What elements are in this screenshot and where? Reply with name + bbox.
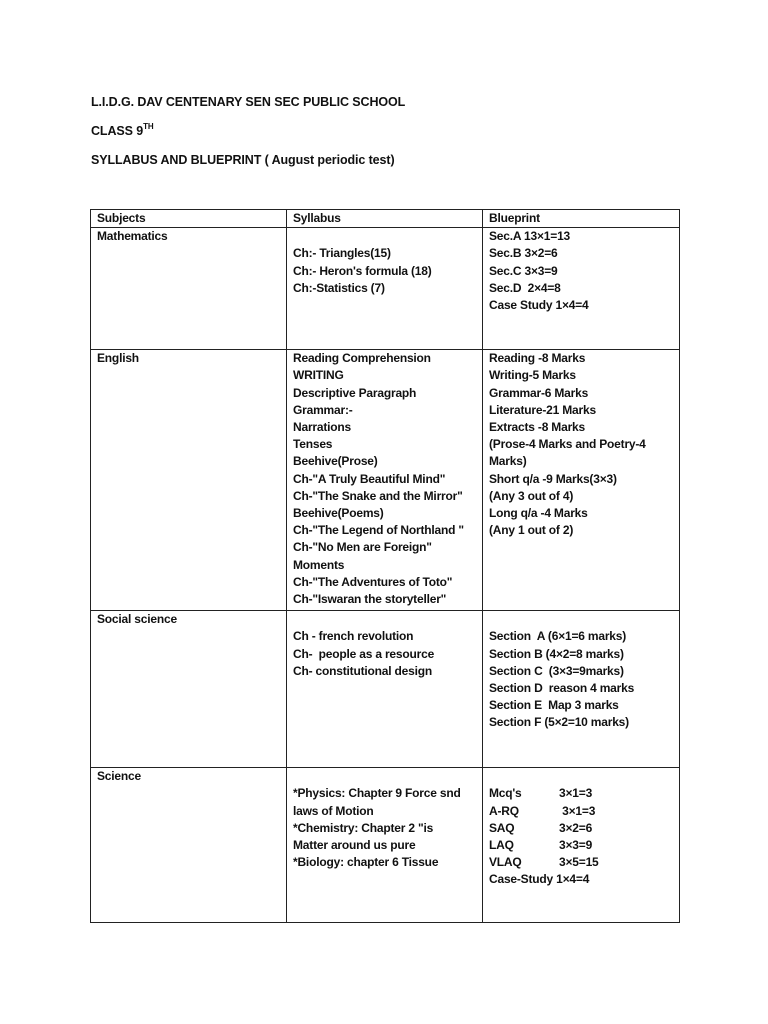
syllabus-item: Ch - french revolution xyxy=(293,629,414,644)
blueprint-item: Short q/a -9 Marks(3×3) xyxy=(489,471,617,486)
blueprint-item: Extracts -8 Marks xyxy=(489,420,585,435)
question-type: LAQ xyxy=(489,838,514,852)
blueprint-item: Sec.C 3×3=9 xyxy=(489,263,558,278)
blueprint-item: Section D reason 4 marks xyxy=(489,681,635,695)
syllabus-item: Beehive(Prose) xyxy=(293,454,378,469)
table-row-social-science xyxy=(91,611,680,768)
blueprint-item xyxy=(489,854,679,871)
syllabus-item: *Physics: Chapter 9 Force snd xyxy=(293,786,461,801)
blueprint-item: Sec.A 13×1=13 xyxy=(489,229,571,244)
syllabus-item: Ch-"Iswaran the storyteller" xyxy=(293,592,447,607)
column-header-subjects: Subjects xyxy=(91,210,287,228)
blueprint-item: Reading -8 Marks xyxy=(489,351,586,366)
syllabus-item: Moments xyxy=(293,557,345,572)
subject-name: English xyxy=(97,351,139,366)
syllabus-cell xyxy=(287,611,483,768)
blueprint-item: (Any 3 out of 4) xyxy=(489,488,574,503)
syllabus-item: Tenses xyxy=(293,437,333,452)
syllabus-item: laws of Motion xyxy=(293,803,374,818)
blueprint-item xyxy=(489,837,679,854)
class-heading xyxy=(91,124,154,138)
blueprint-item: Long q/a -4 Marks xyxy=(489,506,588,521)
blueprint-item: Section E Map 3 marks xyxy=(489,698,619,713)
syllabus-item: *Chemistry: Chapter 2 "is xyxy=(293,820,434,835)
class-suffix: TH xyxy=(143,122,154,131)
table-header-row xyxy=(91,210,680,228)
subject-cell xyxy=(91,768,287,923)
syllabus-item: Ch:-Statistics (7) xyxy=(293,280,385,295)
syllabus-item: Ch- people as a resource xyxy=(293,646,435,661)
subject-cell xyxy=(91,350,287,611)
blueprint-item: Writing-5 Marks xyxy=(489,368,576,383)
question-type: Mcq's xyxy=(489,786,522,801)
subject-cell xyxy=(91,228,287,350)
syllabus-item: *Biology: chapter 6 Tissue xyxy=(293,855,439,870)
class-label: CLASS 9 xyxy=(91,124,144,138)
blueprint-item xyxy=(489,803,679,820)
syllabus-item: Ch- constitutional design xyxy=(293,663,432,678)
syllabus-item: Descriptive Paragraph xyxy=(293,385,417,400)
table-row-english xyxy=(91,350,680,611)
blueprint-item: (Prose-4 Marks and Poetry-4 xyxy=(489,437,646,452)
marks-calc: 3×3=9 xyxy=(559,838,593,852)
syllabus-item: Ch:- Heron's formula (18) xyxy=(293,263,432,278)
syllabus-item: Ch-"No Men are Foreign" xyxy=(293,540,432,555)
marks-calc: 3×1=3 xyxy=(559,803,596,818)
syllabus-item: Ch-"A Truly Beautiful Mind" xyxy=(293,471,446,486)
exam-title: SYLLABUS AND BLUEPRINT ( August periodic test) xyxy=(91,153,395,167)
blueprint-item: Section F (5×2=10 marks) xyxy=(489,715,629,730)
blueprint-item: Section B (4×2=8 marks) xyxy=(489,646,624,661)
syllabus-item: Beehive(Poems) xyxy=(293,506,384,521)
blueprint-cell xyxy=(483,768,680,923)
blueprint-cell xyxy=(483,228,680,350)
blueprint-item: Literature-21 Marks xyxy=(489,402,596,417)
syllabus-item: Ch-"The Adventures of Toto" xyxy=(293,574,453,589)
syllabus-item: Narrations xyxy=(293,420,352,435)
syllabus-table xyxy=(90,209,680,923)
blueprint-item: Sec.D 2×4=8 xyxy=(489,280,561,295)
syllabus-cell xyxy=(287,350,483,611)
blueprint-item: Section A (6×1=6 marks) xyxy=(489,629,627,644)
blueprint-item: Marks) xyxy=(489,454,527,469)
column-header-syllabus: Syllabus xyxy=(287,210,483,228)
question-type: VLAQ xyxy=(489,855,522,870)
column-header-blueprint: Blueprint xyxy=(483,210,680,228)
syllabus-item: Ch:- Triangles(15) xyxy=(293,246,391,261)
syllabus-item: WRITING xyxy=(293,368,344,383)
school-name: L.I.D.G. DAV CENTENARY SEN SEC PUBLIC SCHOOL xyxy=(91,95,406,109)
blueprint-item xyxy=(489,785,679,802)
marks-calc: 3×2=6 xyxy=(559,820,593,835)
blueprint-item: (Any 1 out of 2) xyxy=(489,523,574,538)
subject-name: Social science xyxy=(97,612,177,627)
syllabus-item: Reading Comprehension xyxy=(293,351,431,366)
subject-name: Science xyxy=(97,769,141,784)
blueprint-item: Grammar-6 Marks xyxy=(489,385,589,400)
subject-name: Mathematics xyxy=(97,229,168,244)
question-type: A-RQ xyxy=(489,803,519,818)
blueprint-item: Sec.B 3×2=6 xyxy=(489,246,558,261)
blueprint-item xyxy=(489,820,679,837)
syllabus-cell xyxy=(287,768,483,923)
syllabus-item: Ch-"The Snake and the Mirror" xyxy=(293,488,463,503)
syllabus-item: Matter around us pure xyxy=(293,838,416,852)
question-type: SAQ xyxy=(489,820,515,835)
syllabus-cell xyxy=(287,228,483,350)
blueprint-item: Section C (3×3=9marks) xyxy=(489,663,624,678)
blueprint-item: Case Study 1×4=4 xyxy=(489,298,589,313)
table-row-mathematics xyxy=(91,228,680,350)
blueprint-cell xyxy=(483,350,680,611)
subject-cell xyxy=(91,611,287,768)
marks-calc: 3×5=15 xyxy=(559,855,599,870)
marks-calc: 3×1=3 xyxy=(559,786,593,801)
blueprint-cell xyxy=(483,611,680,768)
blueprint-item: Case-Study 1×4=4 xyxy=(489,872,590,887)
syllabus-item: Ch-"The Legend of Northland " xyxy=(293,523,464,538)
table-row-science xyxy=(91,768,680,923)
syllabus-item: Grammar:- xyxy=(293,402,353,417)
